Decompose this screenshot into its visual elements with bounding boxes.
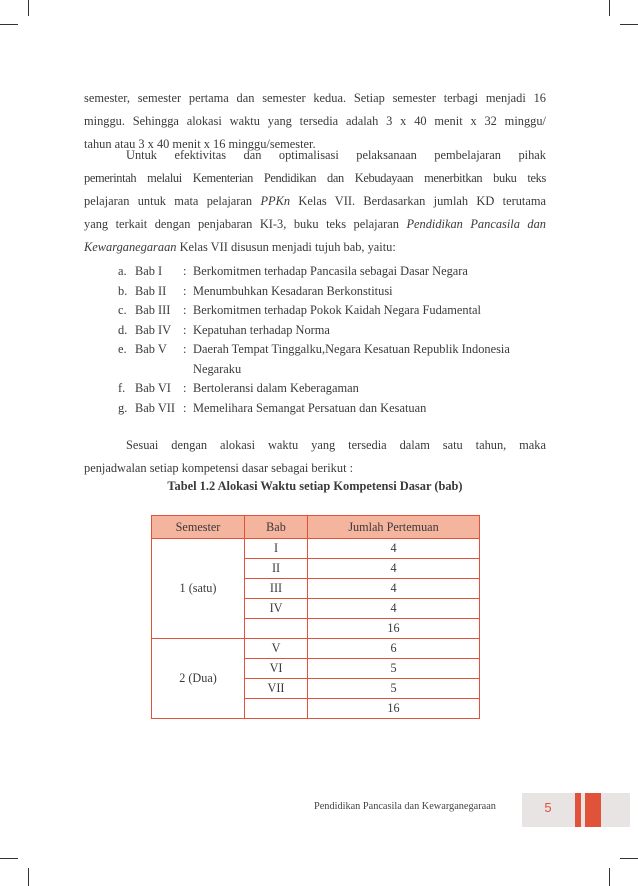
separator: : <box>183 342 187 356</box>
list-marker: d. <box>118 322 128 337</box>
chapter-label: Bab I <box>135 264 163 278</box>
jumlah-cell: 4 <box>308 539 480 559</box>
chapter-label: Bab II <box>135 283 167 298</box>
list-item <box>118 321 510 341</box>
chapter-title: Bertoleransi dalam Keberagaman <box>193 381 359 395</box>
text-line <box>84 190 546 213</box>
chapter-label: Bab V <box>135 342 167 356</box>
chapter-title: Menumbuhkan Kesadaran Berkonstitusi <box>193 283 393 298</box>
separator: : <box>183 264 187 278</box>
list-marker: g. <box>118 400 128 415</box>
crop-mark <box>609 0 610 16</box>
jumlah-cell: 5 <box>308 679 480 699</box>
book-title: Kewarganegaraan <box>84 240 177 254</box>
list-marker: a. <box>118 264 127 278</box>
chapter-title: Kepatuhan terhadap Norma <box>193 322 330 337</box>
jumlah-cell: 4 <box>308 599 480 619</box>
bab-cell: II <box>245 559 308 579</box>
paragraph-sesuai <box>84 434 546 480</box>
chapter-label: Bab III <box>135 303 171 317</box>
column-header-bab: Bab <box>245 516 308 539</box>
separator: : <box>183 322 187 337</box>
table-caption: Tabel 1.2 Alokasi Waktu setiap Kompetensi Dasar (bab) <box>167 479 463 493</box>
text-line: semester, semester pertama dan semester kedua. Setiap semester terbagi menjadi 16 <box>84 91 546 105</box>
chapter-title: Berkomitmen terhadap Pancasila sebagai Dasar Negara <box>193 264 468 278</box>
separator: : <box>183 303 187 317</box>
chapter-title: Daerah Tempat Tinggalku,Negara Kesatuan Republik Indonesia <box>193 342 510 356</box>
text-line: Sesuai dengan alokasi waktu yang tersedia dalam satu tahun, maka <box>126 438 546 452</box>
text-line: tahun atau 3 x 40 menit x 16 minggu/semester. <box>84 137 316 151</box>
separator: : <box>183 283 187 298</box>
text-span: yang terkait dengan penjabaran KI-3, buku teks pelajaran <box>84 217 407 231</box>
footer-book-title: Pendidikan Pancasila dan Kewarganegaraan <box>314 801 496 812</box>
total-cell: 16 <box>308 699 480 719</box>
separator: : <box>183 381 187 395</box>
book-title: Pendidikan Pancasila dan <box>406 217 546 231</box>
chapter-label: Bab VII <box>135 400 176 415</box>
bab-cell <box>245 699 308 719</box>
crop-mark <box>620 858 638 859</box>
list-marker: b. <box>118 283 128 298</box>
text-line: pemerintah melalui Kementerian Pendidikan dan Kebudayaan menerbitkan buku teks <box>84 171 546 185</box>
list-item <box>118 379 510 399</box>
chapter-label: Bab VI <box>135 381 171 395</box>
table-row <box>152 539 480 559</box>
chapter-title: Memelihara Semangat Persatuan dan Kesatuan <box>193 400 427 415</box>
footer-accent-bar <box>585 793 601 827</box>
subject-name: PPKn <box>260 194 291 208</box>
jumlah-cell: 6 <box>308 639 480 659</box>
list-item-continuation <box>118 360 510 380</box>
chapter-list <box>118 262 510 418</box>
bab-cell: IV <box>245 599 308 619</box>
list-marker: f. <box>118 381 126 395</box>
text-line <box>84 213 546 236</box>
total-cell: 16 <box>308 619 480 639</box>
separator: : <box>183 400 187 415</box>
list-item <box>118 282 510 302</box>
footer-accent-bar <box>575 793 581 827</box>
page-number: 5 <box>544 800 552 815</box>
column-header-semester: Semester <box>152 516 245 539</box>
chapter-title: Berkomitmen terhadap Pokok Kaidah Negara Fudamental <box>193 303 481 317</box>
bab-cell: VI <box>245 659 308 679</box>
table-header-row <box>152 516 480 539</box>
chapter-label: Bab IV <box>135 322 172 337</box>
jumlah-cell: 4 <box>308 559 480 579</box>
list-item <box>118 262 510 282</box>
bab-cell: III <box>245 579 308 599</box>
bab-cell <box>245 619 308 639</box>
allocation-table <box>151 515 480 719</box>
text-line: Untuk efektivitas dan optimalisasi pelaksanaan pembelajaran pihak <box>126 148 546 162</box>
list-marker: e. <box>118 342 127 356</box>
jumlah-cell: 4 <box>308 579 480 599</box>
crop-mark <box>28 868 29 886</box>
jumlah-cell: 5 <box>308 659 480 679</box>
text-span: pelajaran untuk mata pelajaran <box>84 194 261 208</box>
text-line: penjadwalan setiap kompetensi dasar sebagai berikut : <box>84 461 354 475</box>
text-line: minggu. Sehingga alokasi waktu yang tersedia adalah 3 x 40 menit x 32 minggu/ <box>84 114 546 128</box>
list-item <box>118 340 510 360</box>
chapter-title: Negaraku <box>193 361 242 376</box>
paragraph-efektivitas <box>84 144 546 259</box>
text-line <box>84 236 546 259</box>
list-marker: c. <box>118 303 127 317</box>
crop-mark <box>0 24 18 25</box>
semester-cell: 1 (satu) <box>152 539 245 639</box>
bab-cell: V <box>245 639 308 659</box>
table-row <box>152 639 480 659</box>
bab-cell: I <box>245 539 308 559</box>
crop-mark <box>620 24 638 25</box>
text-span: Kelas VII disusun menjadi tujuh bab, yaitu: <box>176 240 396 254</box>
column-header-jumlah: Jumlah Pertemuan <box>308 516 480 539</box>
list-item <box>118 399 510 419</box>
crop-mark <box>28 0 29 16</box>
crop-mark <box>0 858 18 859</box>
crop-mark <box>609 868 610 886</box>
bab-cell: VII <box>245 679 308 699</box>
text-span: Kelas VII. Berdasarkan jumlah KD terutama <box>290 194 547 208</box>
semester-cell: 2 (Dua) <box>152 639 245 719</box>
list-item <box>118 301 510 321</box>
